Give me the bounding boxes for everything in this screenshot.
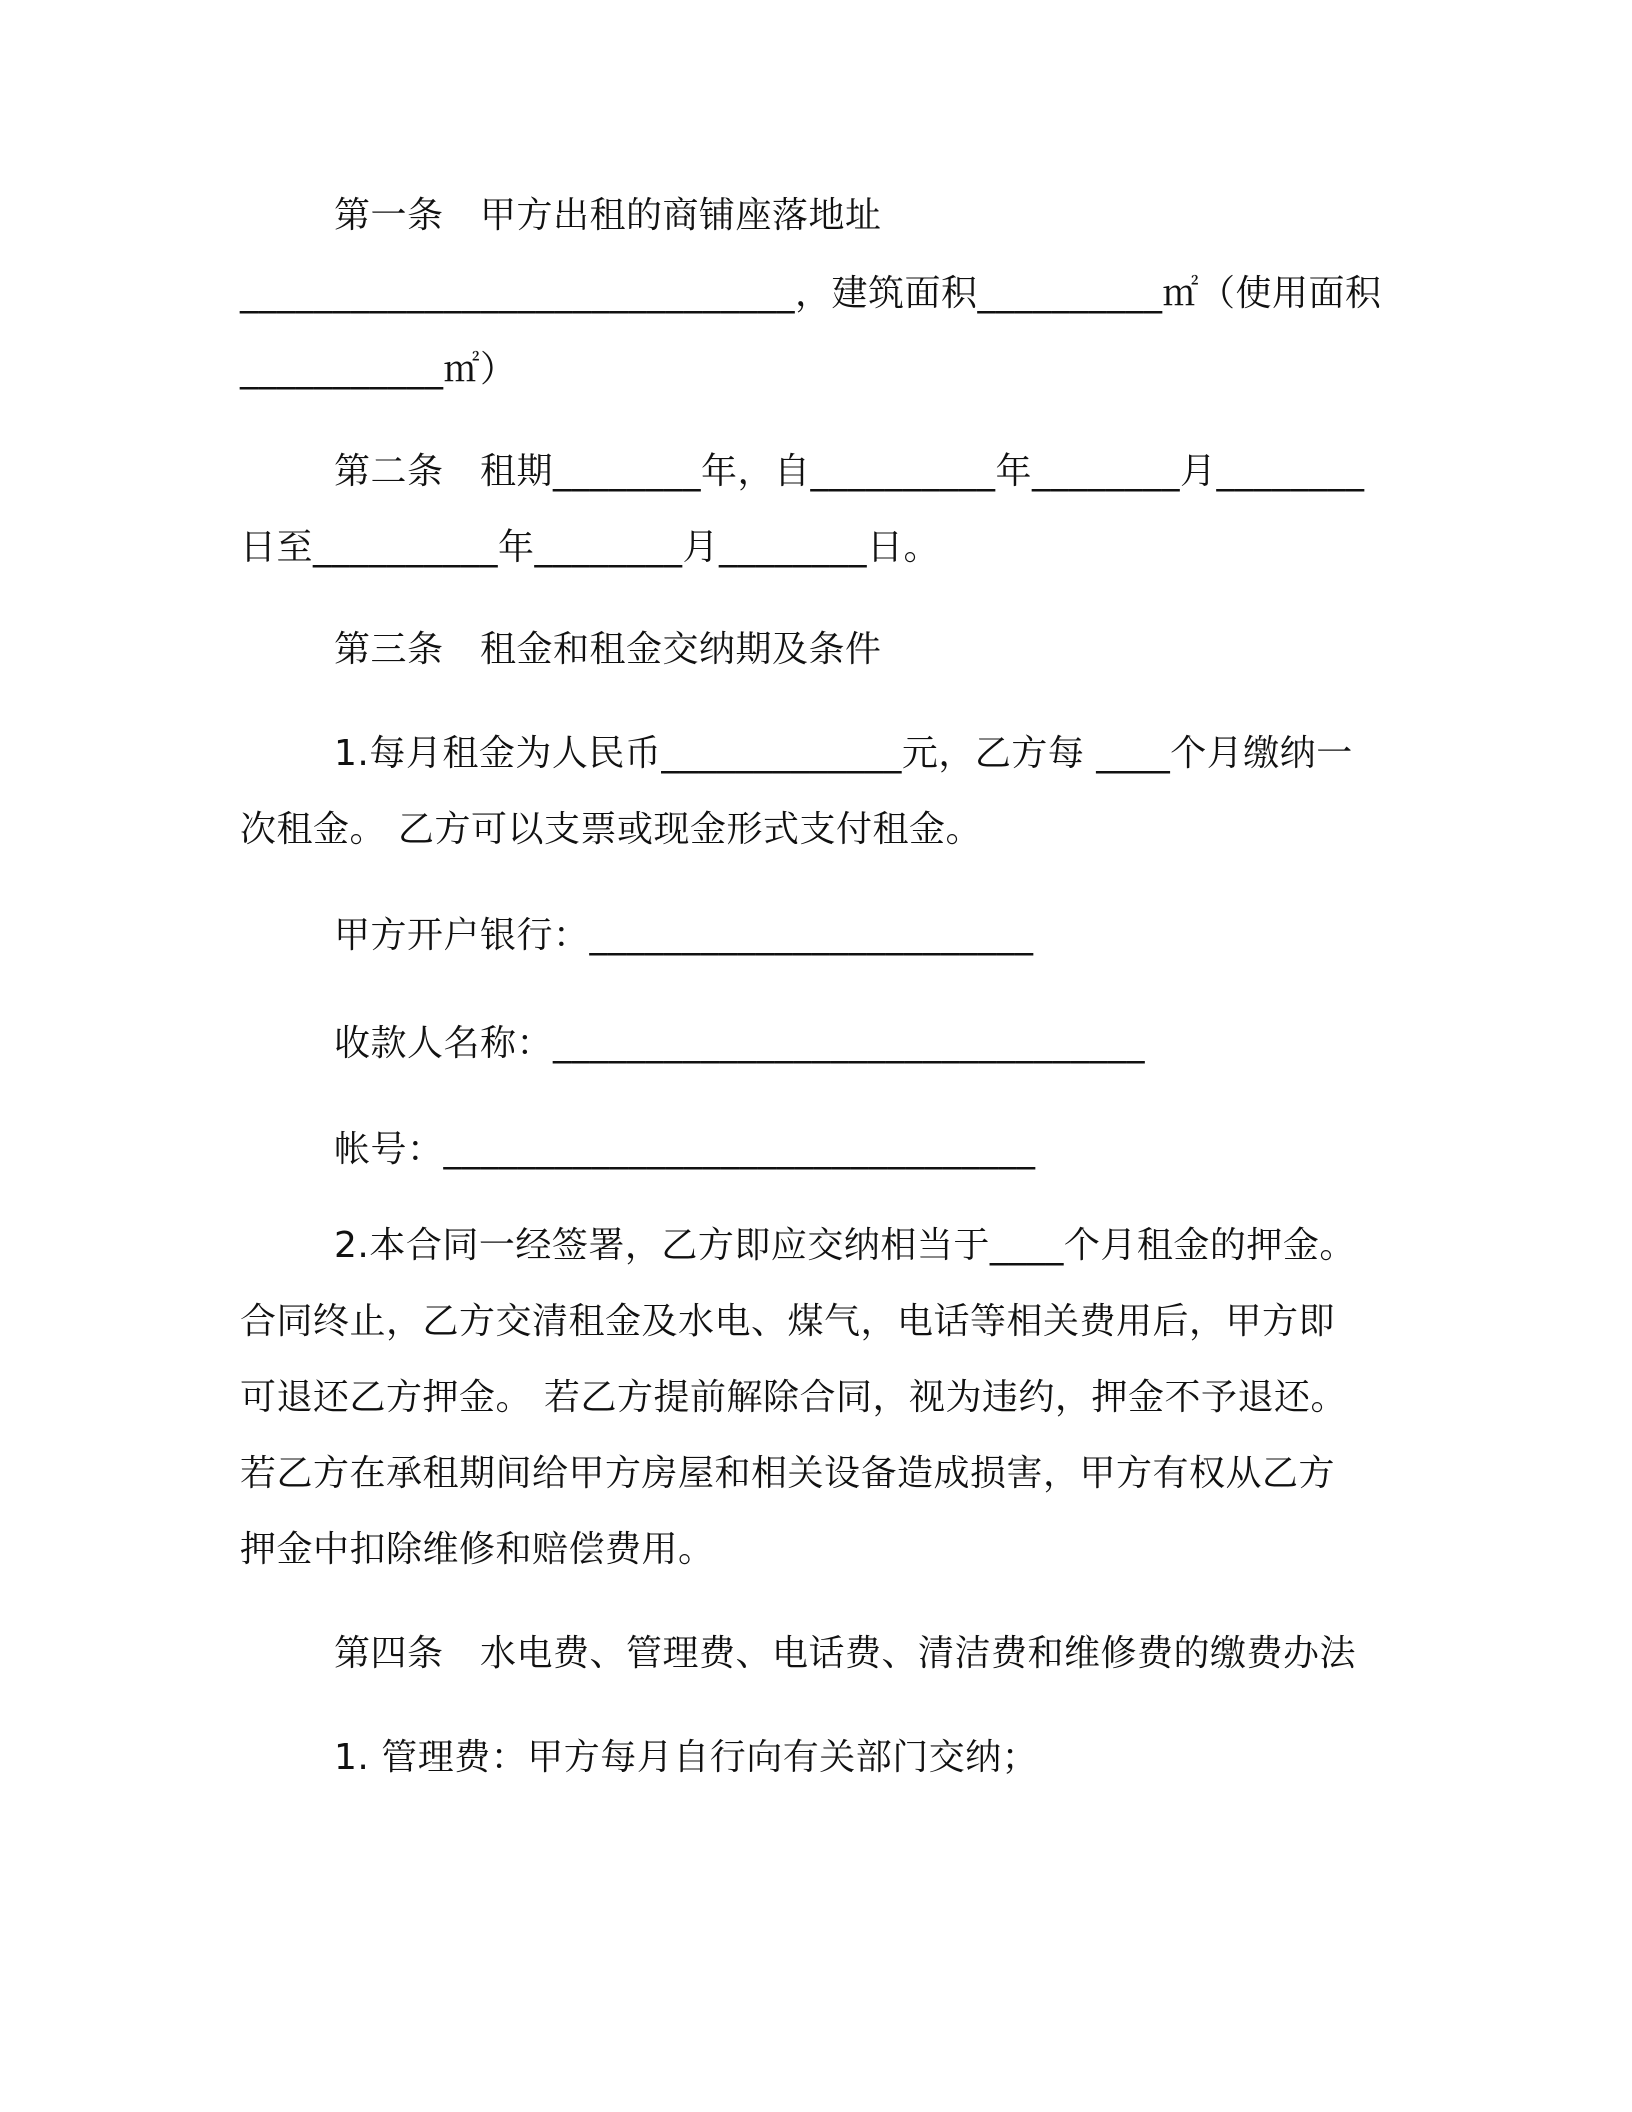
- deposit-line-3: 可退还乙方押金。 若乙方提前解除合同，视为违约，押金不予退还。: [240, 1377, 1347, 1418]
- deposit-line-1: 2.本合同一经签署，乙方即应交纳相当于____个月租金的押金。: [334, 1225, 1356, 1266]
- article-2-term-end-line: 日至__________年________月________日。: [240, 527, 941, 568]
- rent-payment-method-line: 次租金。 乙方可以支票或现金形式支付租金。: [240, 809, 982, 850]
- deposit-line-5: 押金中扣除维修和赔偿费用。: [240, 1529, 715, 1570]
- article-3-heading: 第三条 租金和租金交纳期及条件: [334, 629, 882, 670]
- rent-amount-line: 1.每月租金为人民币_____________元，乙方每 ____个月缴纳一: [334, 733, 1353, 774]
- deposit-line-4: 若乙方在承租期间给甲方房屋和相关设备造成损害，甲方有权从乙方: [240, 1453, 1336, 1494]
- bank-name-line: 甲方开户银行：________________________: [334, 915, 1034, 956]
- deposit-line-2: 合同终止，乙方交清租金及水电、煤气，电话等相关费用后，甲方即: [240, 1301, 1336, 1342]
- article-1-heading: 第一条 甲方出租的商铺座落地址: [334, 195, 882, 236]
- article-4-heading: 第四条 水电费、管理费、电话费、清洁费和维修费的缴费办法: [334, 1633, 1357, 1674]
- article-2-term-line: 第二条 租期________年，自__________年________月________: [334, 451, 1365, 492]
- article-1-address-line: ______________________________，建筑面积__________㎡（使用面积: [240, 273, 1382, 314]
- account-number-line: 帐号：________________________________: [334, 1129, 1036, 1170]
- article-1-area-line: ___________㎡）: [240, 349, 517, 390]
- management-fee-line: 1. 管理费：甲方每月自行向有关部门交纳；: [334, 1737, 1039, 1778]
- payee-name-line: 收款人名称：________________________________: [334, 1023, 1146, 1064]
